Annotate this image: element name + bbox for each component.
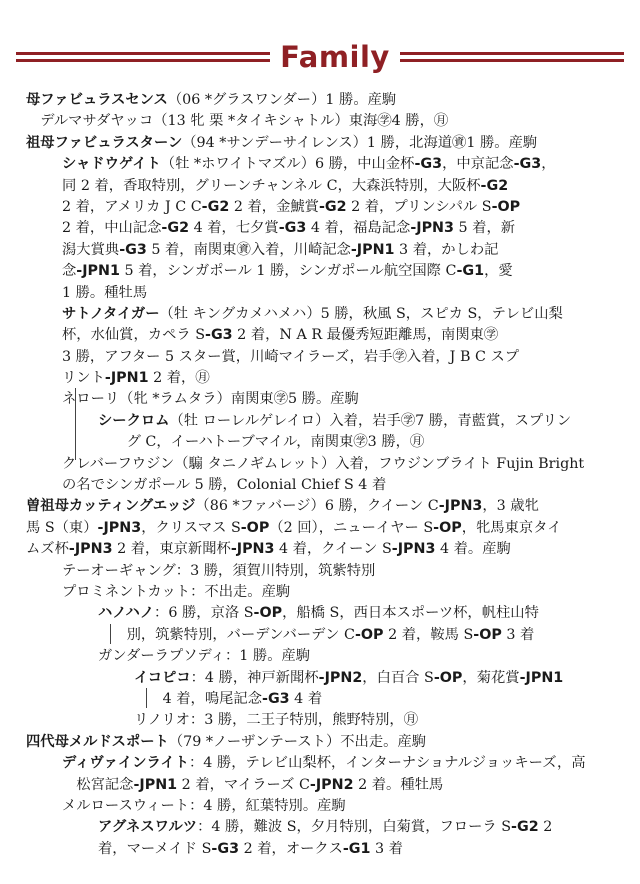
entry-dam	[0, 90, 640, 133]
text: ，中京記念	[442, 156, 514, 173]
text: の名でシンガポール 5 勝，Colonial Chief S 4 着	[62, 477, 387, 494]
text: 3 着	[370, 840, 403, 857]
text: 3 着，かしわ記	[394, 241, 499, 258]
entry-line	[98, 625, 640, 646]
text: ガンダーラプソディ：1 勝。産駒	[98, 648, 311, 665]
bold-text: -G3	[119, 241, 147, 258]
text: 4 着	[289, 690, 323, 707]
entry-line	[26, 539, 640, 560]
text: ，3 歳牝	[482, 498, 539, 515]
bold-text: -JPN3	[410, 220, 454, 237]
text: デルマサダヤッコ（13 牝 栗 *タイキシャトル）東海㊫4 勝，㊊	[26, 113, 449, 130]
bold-text: アグネスワルツ	[98, 819, 198, 836]
entry-line	[134, 689, 640, 710]
entry-line	[62, 753, 640, 774]
bold-text: -OP	[473, 626, 502, 643]
section-title: Family	[280, 40, 390, 74]
bold-text: -JPN3	[97, 519, 142, 536]
entry-line	[26, 90, 640, 111]
entry-line	[62, 218, 640, 239]
text: ：4 勝，神戸新聞杯	[190, 669, 319, 686]
entry-clever-fusion	[0, 454, 640, 497]
entry-agnes-waltz	[0, 817, 640, 860]
bold-text: -JPN1	[104, 370, 149, 387]
bold-text: 祖母ファビュラスターン	[26, 134, 183, 151]
text: ，船橋 S，西日本スポーツ杯，帆柱山特	[282, 605, 539, 622]
bold-text: -JPN2	[309, 776, 354, 793]
text: 2 着，鞍馬 S	[383, 626, 474, 643]
text: （06 *グラスワンダー）1 勝。産駒	[167, 92, 397, 108]
text: 3 勝，アフター 5 スター賞，川崎マイラーズ，岩手㊫入着，J B C スプ	[62, 348, 520, 365]
entry-satono-tiger	[0, 304, 640, 390]
text: （2 回），ニューイヤー S	[269, 519, 434, 536]
text: ：4 勝，難波 S，夕月特別，白菊賞，フローラ S	[197, 819, 512, 836]
bold-text: -G1	[342, 840, 371, 857]
text: リント	[62, 370, 105, 387]
text: 2 着，東京新聞杯	[112, 541, 231, 558]
text: 杯，水仙賞，カペラ S	[62, 327, 206, 344]
bold-text: ディヴァインライト	[62, 755, 189, 772]
text: リノリオ：3 勝，二王子特別，熊野特別，㊊	[134, 712, 418, 729]
entry-line	[62, 283, 640, 304]
entry-line	[62, 197, 640, 218]
text: ，白百合 S	[362, 669, 434, 686]
text: 4 着，福島記念	[306, 220, 411, 237]
bold-text: -G3	[262, 690, 290, 707]
entry-mellow-sweet	[0, 796, 640, 817]
entry-line	[98, 411, 640, 432]
bold-text: -OP	[240, 519, 270, 536]
entry-prominent-cut	[0, 582, 640, 603]
header-rule-left	[16, 52, 270, 66]
entry-shadow-gate	[0, 154, 640, 304]
text: 2	[538, 819, 553, 836]
entry-line	[26, 518, 640, 539]
bold-text: -JPN3	[230, 541, 275, 558]
bold-text: シークロム	[98, 412, 170, 429]
bold-text: シャドウゲイト	[62, 156, 161, 173]
text: クレバーフウジン（騸 タニノギムレット）入着，フウジンブライト Fujin Bright	[62, 455, 585, 472]
entry-line	[62, 582, 640, 603]
entry-ganders-rhapsody	[0, 646, 640, 667]
text: （牡 ローレルゲレイロ）入着，岩手㊫7 勝，青藍賞，スプリン	[169, 412, 572, 429]
entry-rinorio	[0, 710, 640, 731]
text: 着，マーメイド S	[98, 840, 212, 857]
entry-seacrom	[0, 411, 640, 454]
text: 2 着，オークス	[239, 840, 343, 857]
text: 馬 S（東）	[26, 519, 98, 536]
entry-teo-egg	[0, 561, 640, 582]
entry-line	[62, 454, 640, 475]
entry-line	[98, 603, 640, 624]
bold-text: -OP	[433, 519, 462, 536]
bold-text: -G2	[318, 198, 347, 215]
entry-line	[26, 732, 640, 753]
bold-text: -OP	[491, 198, 521, 215]
bold-text: -JPN3	[68, 541, 113, 558]
entry-line	[62, 561, 640, 582]
text: 5 着，新	[453, 220, 516, 237]
text: 2 着，中山記念	[62, 220, 162, 237]
entry-third-dam	[0, 496, 640, 560]
text: ネローリ（牝 *ラムタラ）南関東㊫5 勝。産駒	[62, 391, 359, 408]
entry-line	[134, 710, 640, 731]
text: ：6 勝，京洛 S	[154, 605, 254, 622]
text: 1 勝。種牡馬	[62, 284, 148, 301]
entry-line	[62, 325, 640, 346]
text: （牡 キングカメハメハ）5 勝，秋風 S，スピカ S，テレビ山梨	[159, 305, 563, 322]
text: グ C，イーハトーブマイル，南関東㊫3 勝，㊊	[98, 434, 425, 451]
entry-line	[62, 304, 640, 325]
text: ，菊花賞	[462, 669, 520, 686]
bold-text: 母ファビュラスセンス	[26, 92, 168, 108]
bold-text: -JPN2	[318, 669, 363, 686]
text: ，牝馬東京タイ	[461, 519, 562, 536]
bold-text: -G2	[201, 198, 230, 215]
bold-text: -JPN1	[133, 776, 178, 793]
bold-text: -OP	[253, 605, 283, 622]
text: 同 2 着，香取特別，グリーンチャンネル C，大森浜特別，大阪杯	[62, 177, 481, 194]
text: 2 着，㊊	[148, 370, 210, 387]
text: 4 着，七夕賞	[189, 220, 279, 237]
text: 2 着，マイラーズ C	[177, 776, 310, 793]
entry-line	[134, 668, 640, 689]
text: 2 着，金鯱賞	[229, 198, 319, 215]
bold-text: ハノハノ	[98, 605, 155, 622]
text: 5 着，南関東㊮入着，川崎記念	[146, 241, 351, 258]
bold-text: -G3	[414, 156, 443, 173]
bold-text: イコピコ	[134, 669, 191, 686]
text: ：4 勝，テレビ山梨杯，インターナショナルジョッキーズ，高	[188, 755, 586, 772]
entry-line	[26, 496, 640, 517]
entry-line	[98, 839, 640, 860]
entry-line	[62, 176, 640, 197]
text: 潟大賞典	[62, 241, 120, 258]
text: 5 着，シンガポール 1 勝，シンガポール航空国際 C	[119, 263, 457, 280]
text: 2 着，プリンシパル S	[346, 198, 492, 215]
bold-text: -JPN3	[438, 498, 483, 515]
bold-text: -G2	[480, 177, 509, 194]
entry-line	[26, 111, 640, 132]
text: （牡 *ホワイトマズル）6 勝，中山金杯	[160, 156, 415, 173]
text: （86 *ファバージ）6 勝，クイーン C	[195, 498, 439, 515]
bold-text: -G3	[513, 156, 542, 173]
bold-text: -OP	[433, 669, 463, 686]
text: 松宮記念	[62, 776, 134, 793]
text: テーオーギャング：3 勝，須賀川特別，筑紫特別	[62, 562, 376, 579]
bold-text: -JPN1	[519, 669, 564, 686]
text: （94 *サンデーサイレンス）1 勝，北海道㊮1 勝。産駒	[182, 134, 538, 151]
entry-divine-light	[0, 753, 640, 796]
text: 2 着，N A R 最優秀短距離馬，南関東㊫	[232, 327, 499, 344]
pedigree-list	[0, 90, 640, 860]
bold-text: -G3	[278, 220, 307, 237]
bold-text: -G3	[211, 840, 240, 857]
bold-text: -G2	[161, 220, 190, 237]
entry-line	[62, 475, 640, 496]
entry-line	[62, 154, 640, 175]
entry-line	[62, 347, 640, 368]
entry-ikopiko	[0, 668, 640, 711]
entry-line	[62, 240, 640, 261]
bold-text: -G1	[456, 263, 485, 280]
text: 2 着，アメリカ J C C	[62, 198, 202, 215]
entry-line	[98, 646, 640, 667]
entry-line	[26, 133, 640, 154]
bold-text: 四代母メルドスポート	[26, 733, 169, 750]
entry-fourth-dam	[0, 732, 640, 753]
bold-text: -G3	[205, 327, 233, 344]
text: （79 *ノーザンテースト）不出走。産駒	[168, 733, 427, 750]
bold-text: -JPN3	[391, 541, 436, 558]
bold-text: -JPN1	[76, 263, 120, 280]
text: 4 着，鳴尾記念	[134, 690, 263, 707]
text: 2 着。種牡馬	[353, 776, 444, 793]
text: ，	[541, 156, 556, 173]
text: ，クリスマス S	[141, 519, 241, 536]
text: メルロースウィート：4 勝，紅葉特別。産駒	[62, 797, 346, 814]
section-header	[16, 40, 624, 84]
header-rule-right	[400, 52, 624, 66]
text: 3 着	[501, 626, 535, 643]
text: ムズ杯	[26, 541, 69, 558]
bold-text: -G2	[511, 819, 539, 836]
bold-text: サトノタイガー	[62, 305, 160, 322]
text: 4 着，クイーン S	[274, 541, 392, 558]
text: プロミネントカット：不出走。産駒	[62, 583, 291, 600]
entry-line	[62, 796, 640, 817]
entry-line	[62, 261, 640, 282]
entry-nerori	[0, 389, 640, 410]
entry-second-dam	[0, 133, 640, 154]
entry-line	[62, 775, 640, 796]
bold-text: -OP	[354, 626, 384, 643]
bold-text: 曽祖母カッティングエッジ	[26, 498, 196, 515]
text: 4 着。産駒	[435, 541, 511, 558]
entry-line	[62, 389, 640, 410]
entry-line	[98, 817, 640, 838]
text: 念	[62, 263, 77, 280]
entry-line	[62, 368, 640, 389]
text: ，愛	[484, 263, 513, 280]
entry-line	[98, 432, 640, 453]
bold-text: -JPN1	[350, 241, 395, 258]
entry-hanohano	[0, 603, 640, 646]
text: 別，筑紫特別，バーデンバーデン C	[98, 626, 355, 643]
